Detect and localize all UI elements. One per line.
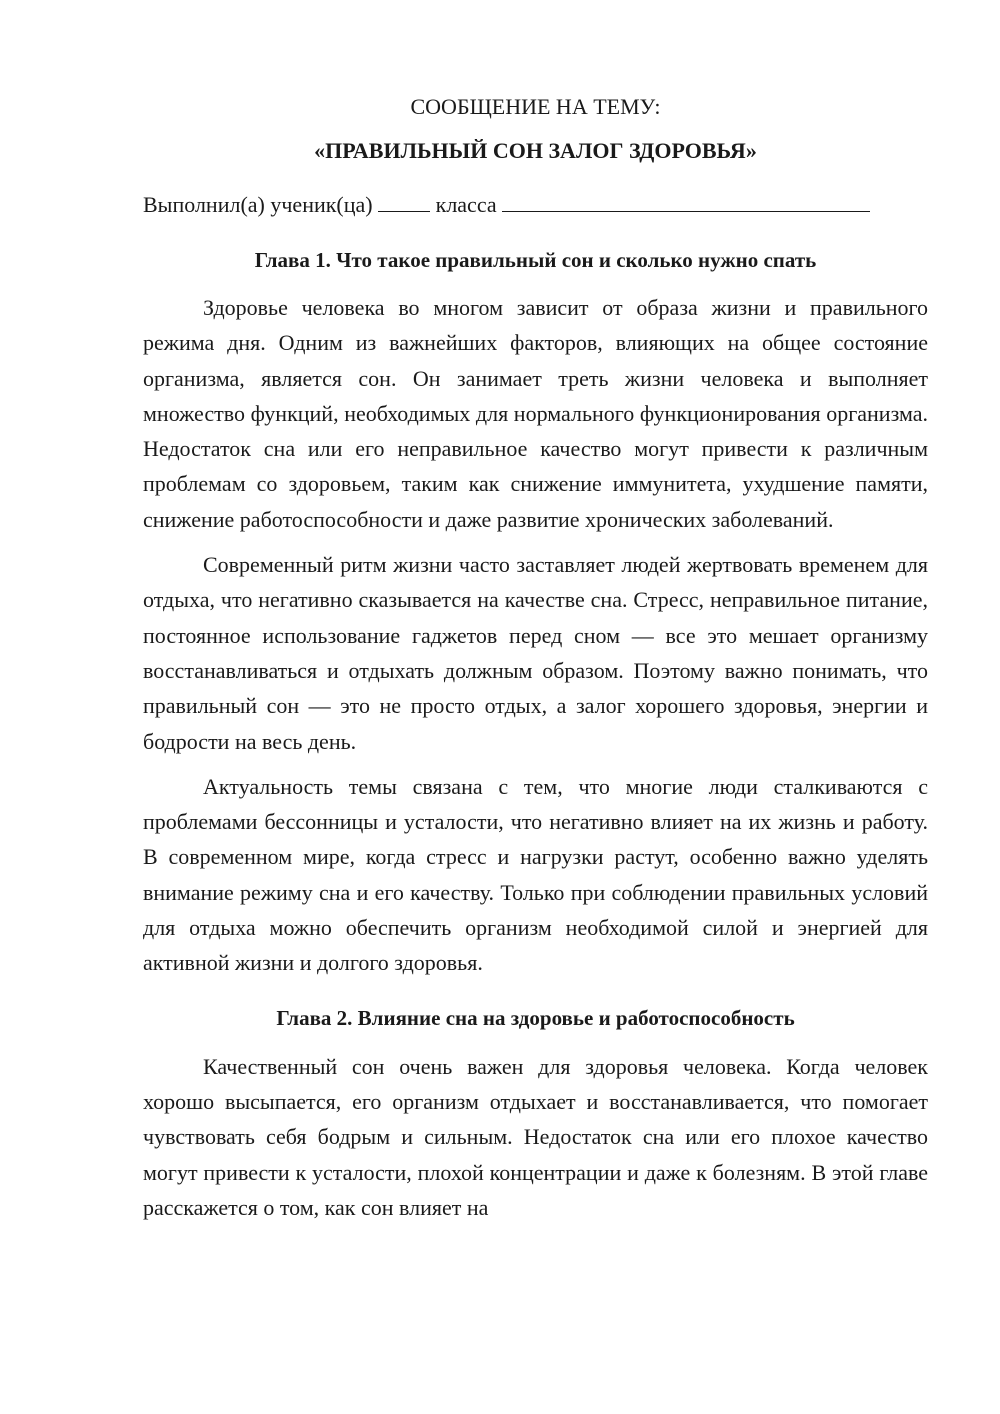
document-page (143, 92, 928, 1225)
chapter-1-paragraph: Современный ритм жизни часто заставляет людей жертвовать временем для отдыха, что негативно сказывается на качестве сна. Стресс, неправильное питание, постоянное использование гаджетов перед сном — все это мешает организму восстанавливаться и отдыхать должным образом. Поэтому важно понимать, что правильный сон — это не просто отдых, а залог хорошего здоровья, энергии и бодрости на весь день. (143, 552, 928, 754)
title-line-1: СООБЩЕНИЕ НА ТЕМУ: (410, 94, 661, 119)
author-prefix: Выполнил(а) ученик(ца) (143, 192, 373, 217)
chapter-1-paragraph: Здоровье человека во многом зависит от образа жизни и правильного режима дня. Одним из важнейших факторов, влияющих на общее состояние организма, является сон. Он занимает треть жизни человека и выполняет множество функций, необходимых для нормального функционирования организма. Недостаток сна или его неправильное качество могут привести к различным проблемам со здоровьем, таким как снижение иммунитета, ухудшение памяти, снижение работоспособности и даже развитие хронических заболеваний. (143, 295, 928, 532)
chapter-1-paragraph: Актуальность темы связана с тем, что многие люди сталкиваются с проблемами бессонницы и усталости, что негативно влияет на их жизнь и работу. В современном мире, когда стресс и нагрузки растут, особенно важно уделять внимание режиму сна и его качеству. Только при соблюдении правильных условий для отдыха можно обеспечить организм необходимой силой и энергией для активной жизни и долгого здоровья. (143, 773, 928, 976)
chapter-1-heading: Глава 1. Что такое правильный сон и сколько нужно спать (254, 248, 817, 272)
chapter-2-paragraph: Качественный сон очень важен для здоровья человека. Когда человек хорошо высыпается, его организм отдыхает и восстанавливается, что помогает чувствовать себя бодрым и сильным. Недостаток сна или его плохое качество могут привести к усталости, плохой концентрации и даже к болезням. В этой главе расскажется о том, как сон влияет на (143, 1053, 928, 1220)
student-name-blank (502, 191, 870, 212)
author-middle: класса (435, 192, 497, 217)
chapter-2-heading: Глава 2. Влияние сна на здоровье и работоспособность (276, 1005, 795, 1030)
author-line (143, 190, 928, 220)
title-line-2: «ПРАВИЛЬНЫЙ СОН ЗАЛОГ ЗДОРОВЬЯ» (314, 138, 757, 163)
class-number-blank (378, 191, 430, 212)
